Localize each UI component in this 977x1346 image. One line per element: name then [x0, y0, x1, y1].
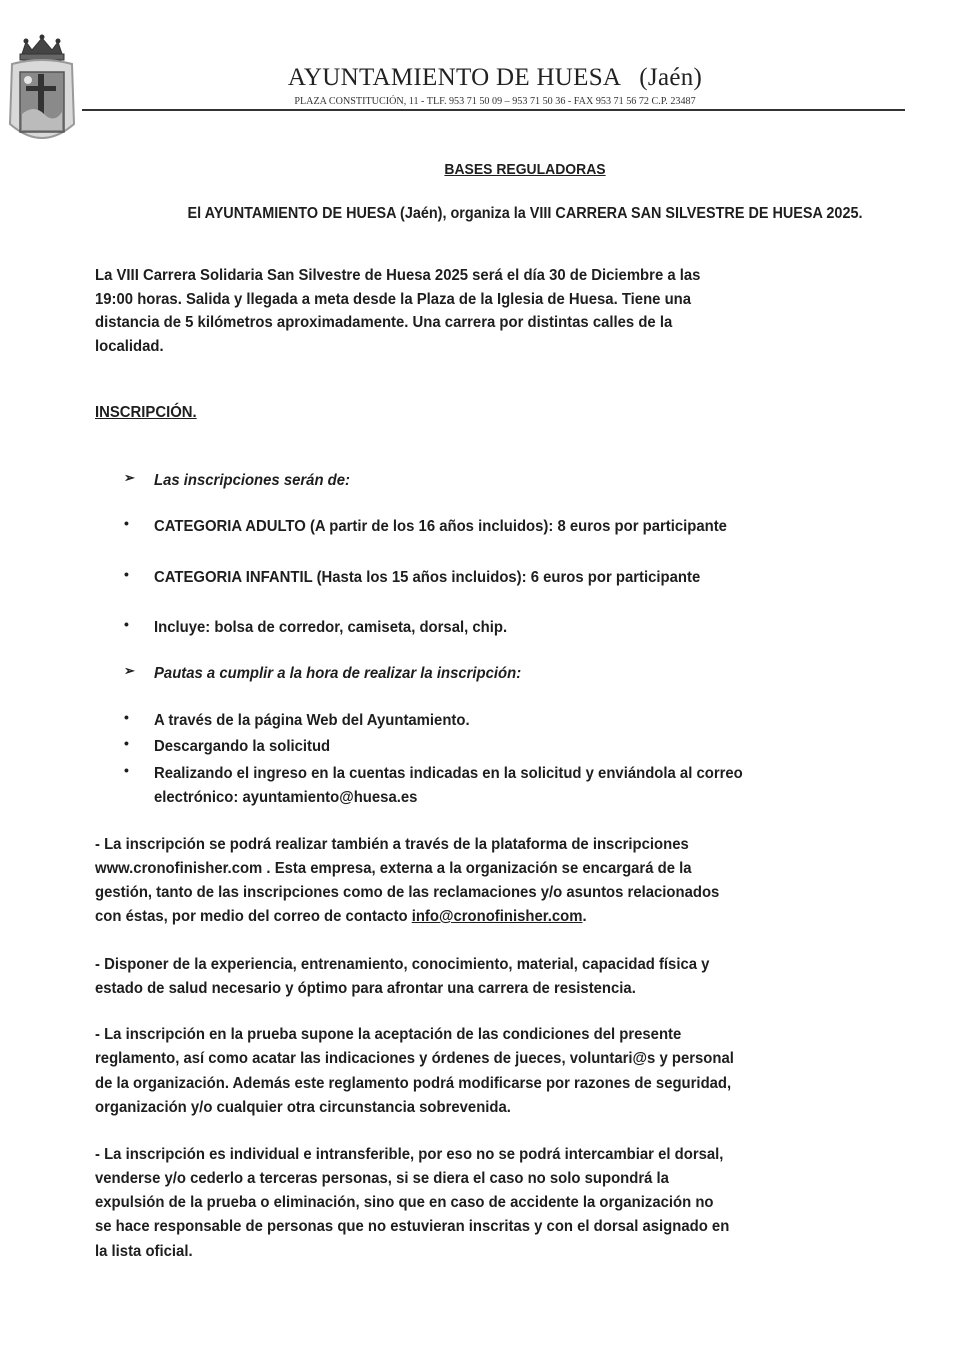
acceptance-line: reglamento, así como acatar las indicaciones y órdenes de jueces, voluntari@s y personal — [95, 1050, 734, 1067]
province-name: (Jaén) — [639, 64, 703, 91]
online-line: - La inscripción se podrá realizar también a través de la plataforma de inscripciones — [95, 836, 689, 853]
transfer-line: se hace responsable de personas que no estuvieran inscritas y con el dorsal asignado en — [95, 1218, 730, 1235]
letterhead-title — [0, 64, 977, 92]
step-item-label: Realizando el ingreso en la cuentas indicadas en la solicitud y enviándola al correo — [154, 765, 743, 782]
bullet-icon: • — [124, 762, 129, 778]
transfer-line: venderse y/o cederlo a terceras personas, si se diera el caso no solo supondrá la — [95, 1170, 669, 1187]
acceptance-line: de la organización. Además este reglamento podrá modificarse por razones de seguridad, — [95, 1075, 732, 1092]
transfer-line: la lista oficial. — [95, 1243, 193, 1260]
municipality-name: AYUNTAMIENTO DE HUESA — [287, 64, 622, 91]
bullet-icon: • — [124, 616, 129, 632]
description-line: La VIII Carrera Solidaria San Silvestre de Huesa 2025 será el día 30 de Diciembre a las — [95, 267, 701, 284]
acceptance-line: - La inscripción en la prueba supone la aceptación de las condiciones del presente — [95, 1026, 682, 1043]
arrow-bullet-icon: ➢ — [124, 470, 135, 485]
online-line-prefix: con éstas, por medio del correo de contacto — [95, 908, 412, 925]
online-line: www.cronofinisher.com . Esta empresa, externa a la organización se encargará de la — [95, 860, 692, 877]
acceptance-line: organización y/o cualquier otra circunstancia sobrevenida. — [95, 1099, 511, 1116]
fitness-line: estado de salud necesario y óptimo para afrontar una carrera de resistencia. — [95, 980, 636, 997]
letterhead-address: PLAZA CONSTITUCIÓN, 11 - TLF. 953 71 50 09 – 953 71 50 36 - FAX 953 71 56 72 C.P. 23487 — [294, 95, 696, 107]
bullet-icon: • — [124, 709, 129, 725]
step-item-label: A través de la página Web del Ayuntamiento. — [154, 712, 470, 729]
intro-line: El AYUNTAMIENTO DE HUESA (Jaén), organiza la VIII CARRERA SAN SILVESTRE DE HUESA 2025. — [187, 205, 863, 222]
description-line: 19:00 horas. Salida y llegada a meta desde la Plaza de la Iglesia de Huesa. Tiene una — [95, 291, 692, 308]
description-line: distancia de 5 kilómetros aproximadamente. Una carrera por distintas calles de la — [95, 314, 673, 331]
fitness-line: - Disponer de la experiencia, entrenamiento, conocimiento, material, capacidad física y — [95, 956, 710, 973]
letterhead-divider — [82, 109, 905, 111]
description-line: localidad. — [95, 338, 164, 355]
document-heading: BASES REGULADORAS — [444, 161, 606, 178]
contact-email-link[interactable]: info@cronofinisher.com — [411, 908, 583, 925]
arrow-bullet-icon: ➢ — [124, 663, 135, 678]
fee-item-label: CATEGORIA ADULTO (A partir de los 16 años incluidos): 8 euros por participante — [154, 518, 727, 535]
bullet-icon: • — [124, 566, 129, 582]
step-item-label: Descargando la solicitud — [154, 738, 331, 755]
bullet-icon: • — [124, 735, 129, 751]
steps-heading-label: Pautas a cumplir a la hora de realizar la inscripción: — [154, 665, 522, 682]
online-line-suffix: . — [582, 908, 587, 925]
section-title-inscripcion: INSCRIPCIÓN. — [95, 404, 197, 421]
fee-item-label: Incluye: bolsa de corredor, camiseta, dorsal, chip. — [154, 619, 508, 636]
online-line: gestión, tanto de las inscripciones como de las reclamaciones y/o asuntos relacionados — [95, 884, 720, 901]
step-item-label: electrónico: ayuntamiento@huesa.es — [154, 789, 418, 806]
transfer-line: - La inscripción es individual e intransferible, por eso no se podrá intercambiar el dorsal, — [95, 1146, 724, 1163]
coat-of-arms-icon — [4, 34, 80, 154]
fee-item-label: CATEGORIA INFANTIL (Hasta los 15 años incluidos): 6 euros por participante — [154, 569, 701, 586]
fees-heading-label: Las inscripciones serán de: — [154, 472, 350, 489]
online-line — [95, 905, 587, 928]
bullet-icon: • — [124, 515, 129, 531]
transfer-line: expulsión de la prueba o eliminación, sino que en caso de accidente la organización no — [95, 1194, 714, 1211]
